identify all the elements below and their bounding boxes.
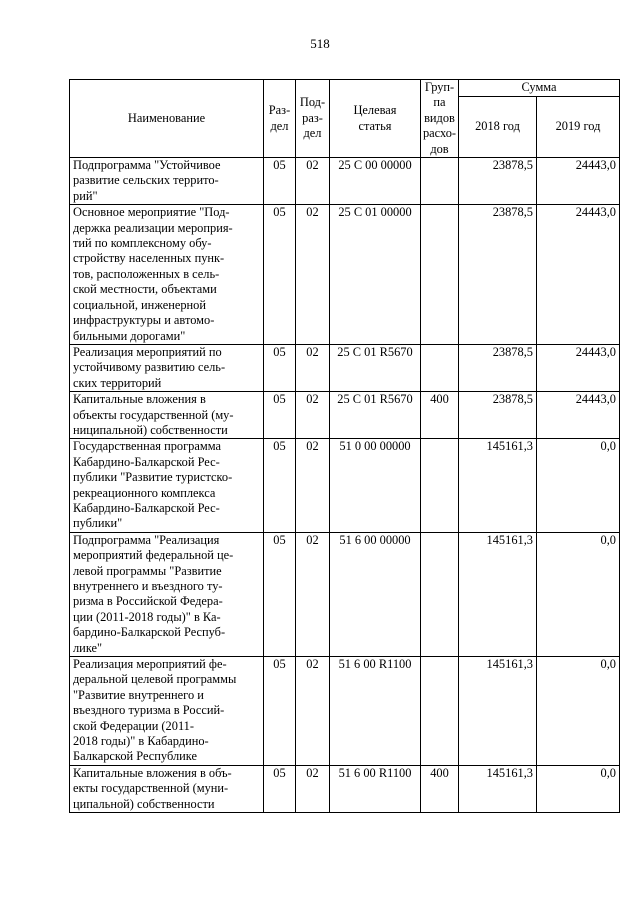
- cell-podrazdel: 02: [296, 205, 330, 345]
- cell-group: [421, 439, 459, 532]
- cell-2019: 0,0: [537, 439, 620, 532]
- cell-2018: 145161,3: [459, 765, 537, 812]
- cell-podrazdel: 02: [296, 657, 330, 766]
- cell-article: 25 С 00 00000: [330, 158, 421, 205]
- cell-2019: 24443,0: [537, 392, 620, 439]
- cell-2019: 0,0: [537, 657, 620, 766]
- cell-2019: 0,0: [537, 532, 620, 656]
- table-row: [70, 392, 620, 439]
- cell-razdel: 05: [264, 344, 296, 391]
- cell-razdel: 05: [264, 439, 296, 532]
- cell-2019: 24443,0: [537, 158, 620, 205]
- cell-group: [421, 532, 459, 656]
- table-row: [70, 344, 620, 391]
- cell-name: Капитальные вложения в объ- екты государственной (муни- ципальной) собственности: [70, 765, 264, 812]
- cell-2018: 23878,5: [459, 205, 537, 345]
- cell-article: 51 6 00 R1100: [330, 657, 421, 766]
- cell-podrazdel: 02: [296, 765, 330, 812]
- cell-name: Государственная программа Кабардино-Балкарской Рес- публики "Развитие туристско- рекреационного комплекса Кабардино-Балкарской Рес- публики": [70, 439, 264, 532]
- cell-2019: 0,0: [537, 765, 620, 812]
- cell-name: Подпрограмма "Реализация мероприятий федеральной це- левой программы "Развитие внутреннего и въездного ту- ризма в Российской Федера- ции (2011-2018 годы)" в Ка- бардино-Балкарской Респуб- лике": [70, 532, 264, 656]
- cell-2019: 24443,0: [537, 205, 620, 345]
- cell-group: [421, 158, 459, 205]
- header-podrazdel: Под- раз- дел: [296, 80, 330, 158]
- header-2019: 2019 год: [537, 97, 620, 158]
- cell-article: 25 С 01 R5670: [330, 392, 421, 439]
- cell-2018: 23878,5: [459, 344, 537, 391]
- cell-razdel: 05: [264, 392, 296, 439]
- cell-article: 25 С 01 00000: [330, 205, 421, 345]
- cell-2018: 145161,3: [459, 439, 537, 532]
- cell-name: Реализация мероприятий по устойчивому развитию сель- ских территорий: [70, 344, 264, 391]
- table-row: [70, 205, 620, 345]
- cell-razdel: 05: [264, 657, 296, 766]
- cell-2018: 145161,3: [459, 657, 537, 766]
- cell-podrazdel: 02: [296, 392, 330, 439]
- cell-article: 51 0 00 00000: [330, 439, 421, 532]
- header-razdel: Раз- дел: [264, 80, 296, 158]
- table-header: [70, 80, 620, 158]
- table-row: [70, 657, 620, 766]
- cell-name: Основное мероприятие "Под- держка реализации мероприя- тий по комплексному обу- стройству населенных пунк- тов, расположенных в сель- ской местности, объектами социальной, инженерной инфраструктуры и автомо- бильными дорогами": [70, 205, 264, 345]
- cell-name: Подпрограмма "Устойчивое развитие сельских террито- рий": [70, 158, 264, 205]
- cell-article: 25 С 01 R5670: [330, 344, 421, 391]
- cell-group: 400: [421, 765, 459, 812]
- cell-group: [421, 344, 459, 391]
- table-row: [70, 765, 620, 812]
- header-name: Наименование: [70, 80, 264, 158]
- cell-2018: 23878,5: [459, 158, 537, 205]
- cell-razdel: 05: [264, 158, 296, 205]
- cell-2018: 145161,3: [459, 532, 537, 656]
- budget-table: [69, 79, 620, 813]
- table-row: [70, 158, 620, 205]
- table-row: [70, 532, 620, 656]
- cell-group: [421, 657, 459, 766]
- cell-2019: 24443,0: [537, 344, 620, 391]
- header-2018: 2018 год: [459, 97, 537, 158]
- cell-razdel: 05: [264, 205, 296, 345]
- cell-razdel: 05: [264, 532, 296, 656]
- table-body: [70, 158, 620, 813]
- header-sum: Сумма: [459, 80, 620, 97]
- cell-podrazdel: 02: [296, 344, 330, 391]
- table-row: [70, 439, 620, 532]
- cell-group: 400: [421, 392, 459, 439]
- cell-podrazdel: 02: [296, 158, 330, 205]
- header-group: Груп- па видов расхо- дов: [421, 80, 459, 158]
- cell-podrazdel: 02: [296, 532, 330, 656]
- cell-name: Реализация мероприятий фе- деральной целевой программы "Развитие внутреннего и въездного туризма в Россий- ской Федерации (2011- 2018 годы)" в Кабардино- Балкарской Республике: [70, 657, 264, 766]
- cell-podrazdel: 02: [296, 439, 330, 532]
- header-article: Целевая статья: [330, 80, 421, 158]
- page-number: 518: [310, 36, 330, 51]
- cell-2018: 23878,5: [459, 392, 537, 439]
- cell-article: 51 6 00 00000: [330, 532, 421, 656]
- cell-razdel: 05: [264, 765, 296, 812]
- cell-name: Капитальные вложения в объекты государственной (му- ниципальной) собственности: [70, 392, 264, 439]
- cell-article: 51 6 00 R1100: [330, 765, 421, 812]
- cell-group: [421, 205, 459, 345]
